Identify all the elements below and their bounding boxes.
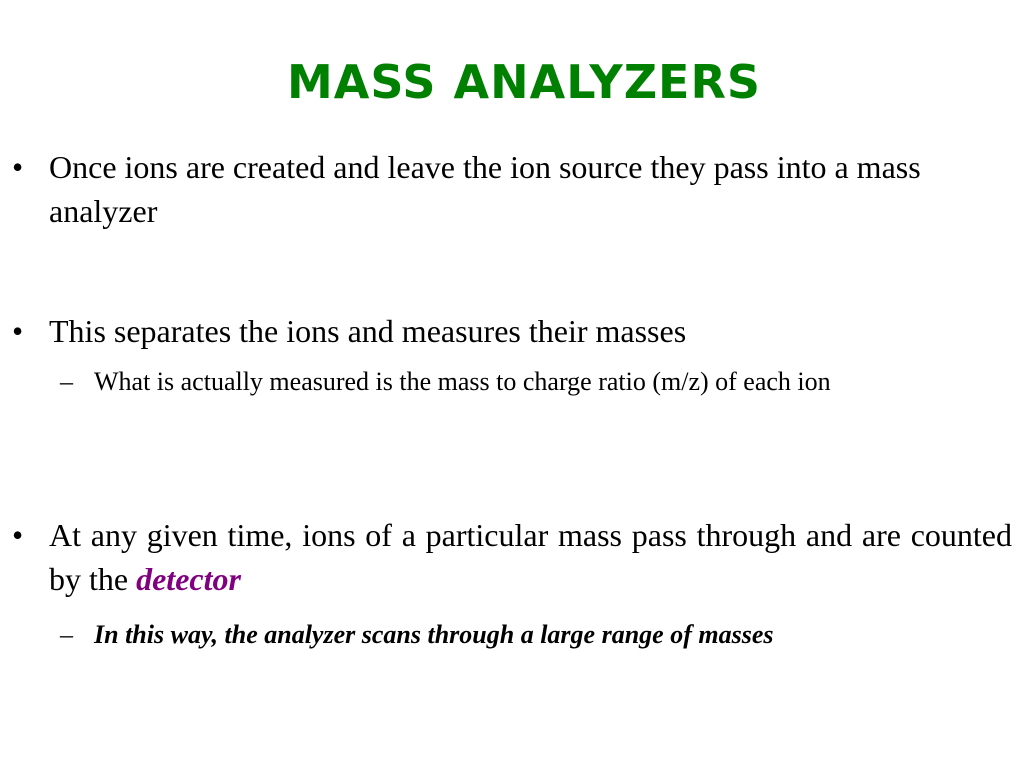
dash-icon: – <box>60 367 73 396</box>
bullet-icon: • <box>12 313 24 349</box>
bullet-text: This separates the ions and measures their masses <box>49 313 687 349</box>
dash-icon: – <box>60 620 73 649</box>
bullet-text: Once ions are created and leave the ion source they pass into a mass analyzer <box>49 149 921 229</box>
bullet-text-main: At any given time, ions of a particular mass pass through and are counted by the <box>49 517 1012 597</box>
sub-bullet-text: In this way, the analyzer scans through a large range of masses <box>94 620 774 649</box>
sub-bullet-item <box>60 615 1016 655</box>
slide-title: MASS ANALYZERS <box>286 55 762 109</box>
bullet-icon: • <box>12 517 24 553</box>
bullet-text <box>49 513 1012 601</box>
emphasis-detector: detector <box>136 561 241 597</box>
bullet-item <box>12 513 1012 601</box>
sub-bullet-text: What is actually measured is the mass to charge ratio (m/z) of each ion <box>94 367 831 396</box>
bullet-icon: • <box>12 149 24 185</box>
bullet-item <box>12 309 1012 353</box>
bullet-item <box>12 145 1012 233</box>
sub-bullet-item <box>60 362 1016 402</box>
